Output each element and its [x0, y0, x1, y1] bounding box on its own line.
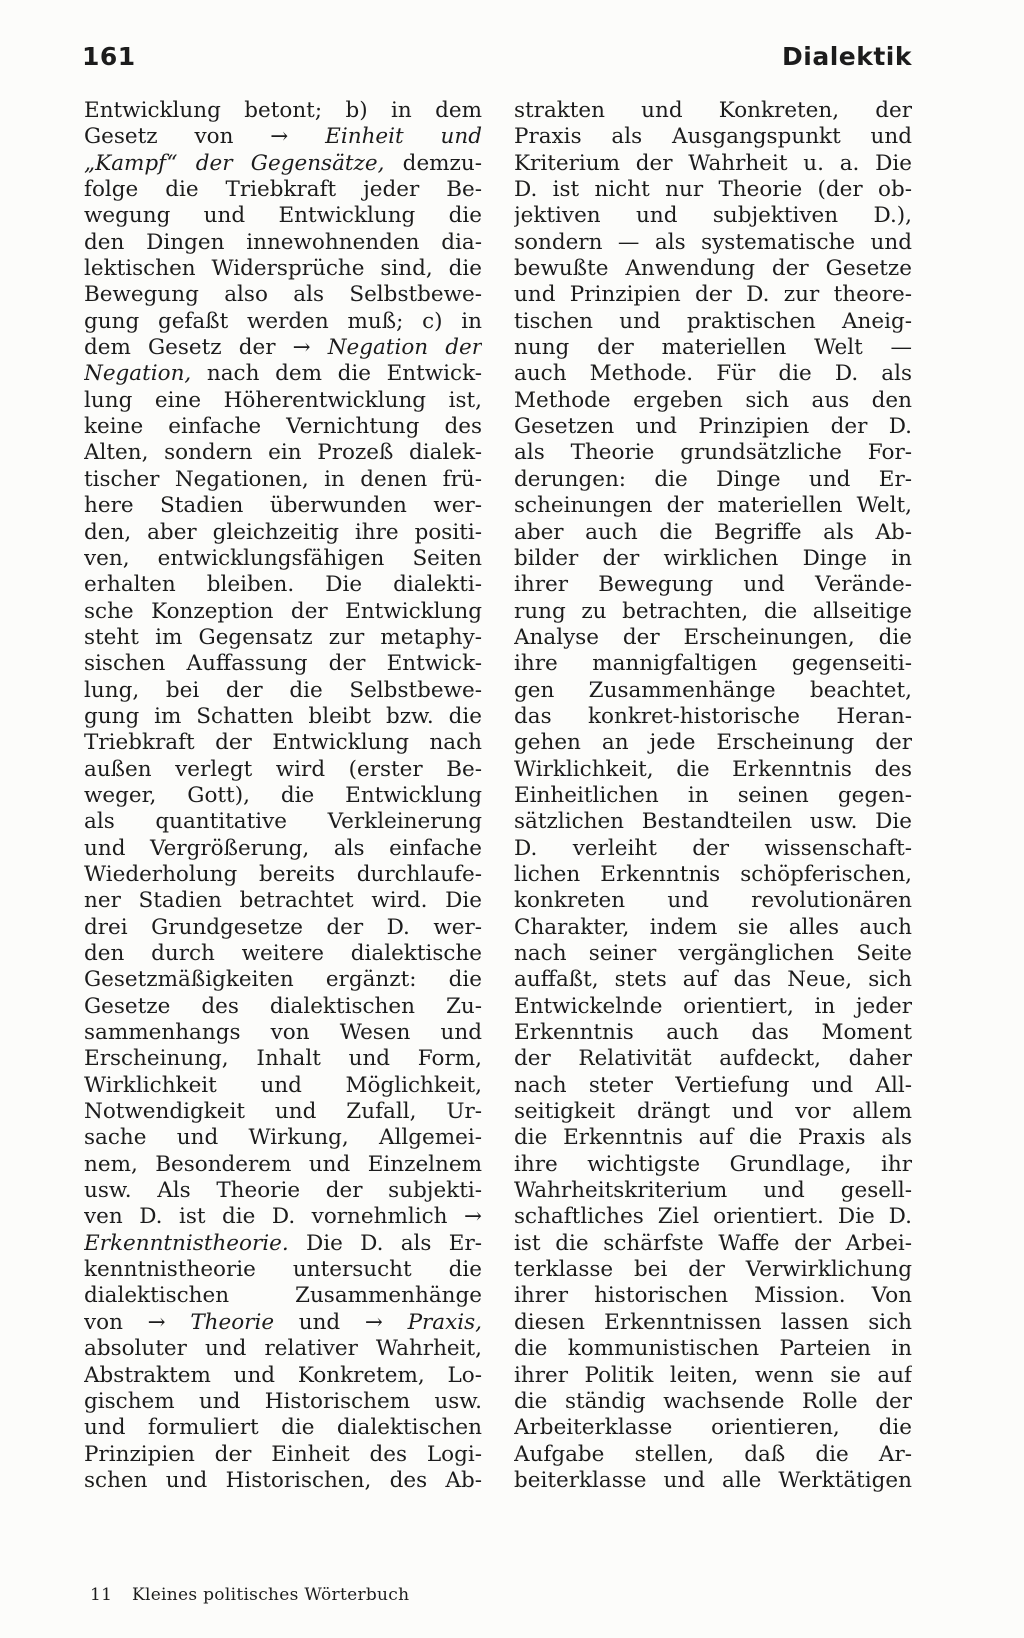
- text-line: [514, 1152, 912, 1178]
- text-line: [84, 1073, 482, 1099]
- text-run: gen Zusammenhänge beachtet,: [514, 677, 912, 703]
- text-run: nach dem die Entwick-: [191, 361, 482, 387]
- text-line: [84, 1099, 482, 1125]
- text-line: [514, 546, 912, 572]
- text-run: diesen Erkenntnissen lassen sich: [514, 1309, 912, 1335]
- text-line: [514, 1046, 912, 1072]
- text-run: derungen: die Dinge und Er-: [514, 466, 912, 492]
- text-run: Erkenntnis auch das Moment: [514, 1020, 912, 1046]
- text-run: sche Konzeption der Entwicklung: [84, 598, 482, 624]
- text-run: Abstraktem und Konkretem, Lo-: [84, 1362, 482, 1388]
- text-run: als Theorie grundsätzliche For-: [514, 440, 912, 466]
- text-run: den, aber gleichzeitig ihre positi-: [84, 519, 482, 545]
- text-run: rung zu betrachten, die allseitige: [514, 598, 912, 624]
- text-line: [514, 335, 912, 361]
- text-line: [84, 1468, 482, 1494]
- text-line: [84, 1020, 482, 1046]
- text-run: lektischen Widersprüche sind, die: [84, 256, 482, 282]
- text-run: Notwendigkeit und Zufall, Ur-: [84, 1099, 482, 1125]
- text-line: [84, 309, 482, 335]
- text-line: [84, 1310, 482, 1336]
- text-run: außen verlegt wird (erster Be-: [84, 756, 482, 782]
- text-line: [84, 1257, 482, 1283]
- text-run: sammenhangs von Wesen und: [84, 1020, 482, 1046]
- text-run: und Prinzipien der D. zur theore-: [514, 282, 912, 308]
- text-line: [514, 177, 912, 203]
- text-line: [514, 414, 912, 440]
- text-run: ihrer Politik leiten, wenn sie auf: [514, 1362, 912, 1388]
- italic-term: Negation,: [84, 361, 192, 387]
- text-line: [84, 1389, 482, 1415]
- text-run: Analyse der Erscheinungen, die: [514, 624, 912, 650]
- text-line: [84, 572, 482, 598]
- text-line: [514, 1073, 912, 1099]
- text-run: ist die schärfste Waffe der Arbei-: [514, 1230, 912, 1256]
- text-run: Entwickelnde orientiert, in jeder: [514, 993, 912, 1019]
- text-line: [84, 388, 482, 414]
- text-line: [84, 967, 482, 993]
- text-line: [84, 124, 482, 150]
- text-run: ven, entwicklungsfähigen Seiten: [84, 545, 482, 571]
- text-run: das konkret-historische Heran-: [514, 703, 912, 729]
- text-line: [84, 888, 482, 914]
- text-run: usw. Als Theorie der subjekti-: [84, 1178, 482, 1204]
- text-run: Erscheinung, Inhalt und Form,: [84, 1046, 482, 1072]
- text-line: [514, 967, 912, 993]
- text-run: dialektischen Zusammenhänge: [84, 1283, 482, 1309]
- signature-number: 11: [90, 1585, 113, 1605]
- text-line: [84, 203, 482, 229]
- text-line: [514, 862, 912, 888]
- text-line: [84, 546, 482, 572]
- text-run: Gesetzmäßigkeiten ergänzt: die: [84, 967, 482, 993]
- text-line: [514, 730, 912, 756]
- right-text-column: [514, 98, 912, 1494]
- text-line: [514, 809, 912, 835]
- text-run: Einheitlichen in seinen gegen-: [514, 782, 912, 808]
- text-run: jektiven und subjektiven D.),: [514, 203, 912, 229]
- text-run: den durch weitere dialektische: [84, 941, 482, 966]
- text-line: [514, 757, 912, 783]
- text-line: [84, 1363, 482, 1389]
- text-line: [514, 888, 912, 914]
- text-line: [84, 915, 482, 941]
- text-line: [84, 98, 482, 124]
- text-run: seitigkeit drängt und vor allem: [514, 1099, 912, 1125]
- text-line: [84, 177, 482, 203]
- text-line: [84, 1046, 482, 1072]
- text-run: und Vergrößerung, als einfache: [84, 835, 482, 861]
- text-run: Die D. als Er-: [288, 1230, 482, 1256]
- text-line: [84, 282, 482, 308]
- text-line: [84, 599, 482, 625]
- text-line: [514, 1310, 912, 1336]
- text-run: Wirklichkeit und Möglichkeit,: [84, 1072, 482, 1098]
- book-title: Kleines politisches Wörterbuch: [131, 1585, 410, 1605]
- text-line: [84, 230, 482, 256]
- text-run: sätzlichen Bestandteilen usw. Die: [514, 809, 912, 835]
- text-line: [84, 1125, 482, 1151]
- text-line: [84, 1152, 482, 1178]
- text-line: [514, 1415, 912, 1441]
- text-run: lichen Erkenntnis schöpferischen,: [514, 861, 912, 887]
- text-line: [514, 440, 912, 466]
- text-line: [514, 1283, 912, 1309]
- text-line: [84, 414, 482, 440]
- text-run: gehen an jede Erscheinung der: [514, 730, 912, 756]
- text-run: Charakter, indem sie alles auch: [514, 914, 912, 940]
- running-head: Dialektik: [782, 42, 912, 71]
- text-run: Kriterium der Wahrheit u. a. Die: [514, 150, 912, 176]
- text-run: Praxis als Ausgangspunkt und: [514, 124, 912, 150]
- text-line: [514, 309, 912, 335]
- text-line: [84, 783, 482, 809]
- text-line: [514, 124, 912, 150]
- text-run: gung im Schatten bleibt bzw. die: [84, 703, 482, 729]
- text-run: folge die Triebkraft jeder Be-: [84, 177, 482, 203]
- text-run: ihrer Bewegung und Verände-: [514, 572, 912, 598]
- text-line: [84, 1336, 482, 1362]
- text-run: steht im Gegensatz zur metaphy-: [84, 624, 482, 650]
- text-line: [84, 836, 482, 862]
- text-line: [84, 678, 482, 704]
- text-run: Prinzipien der Einheit des Logi-: [84, 1441, 482, 1467]
- text-line: [84, 862, 482, 888]
- text-run: gung gefaßt werden muß; c) in: [84, 308, 482, 334]
- text-line: [514, 1257, 912, 1283]
- text-line: [84, 1178, 482, 1204]
- text-line: [514, 1020, 912, 1046]
- text-line: [84, 1283, 482, 1309]
- text-run: sache und Wirkung, Allgemei-: [84, 1125, 482, 1151]
- text-run: bilder der wirklichen Dinge in: [514, 545, 912, 571]
- text-line: [84, 151, 482, 177]
- text-line: [514, 994, 912, 1020]
- text-line: [514, 1178, 912, 1204]
- text-run: Aufgabe stellen, daß die Ar-: [514, 1441, 912, 1467]
- text-run: schen und Historischen, des Ab-: [84, 1467, 482, 1493]
- text-line: [514, 678, 912, 704]
- text-run: ven D. ist die D. vornehmlich →: [84, 1204, 482, 1230]
- text-run: Methode ergeben sich aus den: [514, 387, 912, 413]
- text-line: [84, 730, 482, 756]
- text-run: D. ist nicht nur Theorie (der ob-: [514, 177, 912, 203]
- text-line: [514, 1442, 912, 1468]
- text-run: konkreten und revolutionären: [514, 888, 912, 914]
- text-line: [514, 230, 912, 256]
- text-line: [84, 361, 482, 387]
- text-line: [514, 915, 912, 941]
- text-run: nung der materiellen Welt —: [514, 335, 912, 361]
- text-run: von →: [84, 1309, 191, 1335]
- text-run: scheinungen der materiellen Welt,: [514, 493, 912, 519]
- italic-term: Einheit und: [325, 124, 482, 150]
- text-line: [514, 941, 912, 967]
- text-run: auch Methode. Für die D. als: [514, 361, 912, 387]
- text-run: tischer Negationen, in denen frü-: [84, 466, 482, 492]
- text-line: [84, 520, 482, 546]
- text-line: [84, 335, 482, 361]
- text-line: [514, 1389, 912, 1415]
- text-line: [514, 1099, 912, 1125]
- text-run: die ständig wachsende Rolle der: [514, 1388, 912, 1414]
- italic-term: Erkenntnistheorie.: [84, 1230, 289, 1256]
- text-run: Bewegung also als Selbstbewe-: [84, 282, 482, 308]
- text-line: [514, 1336, 912, 1362]
- text-line: [514, 98, 912, 124]
- text-run: Gesetz von →: [84, 124, 326, 150]
- text-line: [514, 361, 912, 387]
- text-line: [84, 1415, 482, 1441]
- text-run: D. verleiht der wissenschaft-: [514, 835, 912, 861]
- text-line: [84, 1231, 482, 1257]
- text-line: [84, 625, 482, 651]
- text-run: absoluter und relativer Wahrheit,: [84, 1336, 482, 1362]
- text-line: [514, 1204, 912, 1230]
- text-line: [84, 1442, 482, 1468]
- italic-term: Praxis,: [407, 1309, 482, 1335]
- text-run: die Erkenntnis auf die Praxis als: [514, 1125, 912, 1151]
- text-run: demzu-: [384, 150, 482, 176]
- text-run: der Relativität aufdeckt, daher: [514, 1046, 912, 1072]
- text-line: [514, 783, 912, 809]
- text-run: auffaßt, stets auf das Neue, sich: [514, 967, 912, 993]
- text-line: [514, 1231, 912, 1257]
- page-footer: [90, 1585, 409, 1605]
- text-run: Wahrheitskriterium und gesell-: [514, 1178, 912, 1204]
- text-line: [514, 625, 912, 651]
- text-line: [514, 467, 912, 493]
- text-run: terklasse bei der Verwirklichung: [514, 1257, 912, 1283]
- text-run: dem Gesetz der →: [84, 335, 328, 361]
- text-run: sischen Auffassung der Entwick-: [84, 651, 482, 677]
- text-run: ihrer historischen Mission. Von: [514, 1283, 912, 1309]
- text-run: kenntnistheorie untersucht die: [84, 1257, 482, 1283]
- text-line: [514, 203, 912, 229]
- text-line: [514, 1363, 912, 1389]
- text-line: [514, 836, 912, 862]
- text-run: ner Stadien betrachtet wird. Die: [84, 888, 482, 914]
- page-number: 161: [82, 42, 136, 71]
- text-run: drei Grundgesetze der D. wer-: [84, 914, 482, 940]
- text-run: Wiederholung bereits durchlaufe-: [84, 861, 482, 887]
- text-line: [514, 651, 912, 677]
- text-line: [84, 757, 482, 783]
- text-run: Arbeiterklasse orientieren, die: [514, 1415, 912, 1441]
- text-run: und →: [274, 1309, 408, 1335]
- text-line: [84, 941, 482, 967]
- text-line: [514, 572, 912, 598]
- text-run: beiterklasse und alle Werktätigen: [514, 1467, 912, 1493]
- text-run: erhalten bleiben. Die dialekti-: [84, 572, 482, 598]
- text-line: [514, 388, 912, 414]
- text-line: [514, 704, 912, 730]
- text-run: sondern — als systematische und: [514, 229, 912, 255]
- text-line: [514, 282, 912, 308]
- text-run: tischen und praktischen Aneig-: [514, 308, 912, 334]
- text-run: wegung und Entwicklung die: [84, 203, 482, 229]
- text-line: [514, 520, 912, 546]
- text-line: [84, 994, 482, 1020]
- text-run: nach seiner vergänglichen Seite: [514, 941, 912, 966]
- text-run: Wirklichkeit, die Erkenntnis des: [514, 756, 912, 782]
- text-run: lung eine Höherentwicklung ist,: [84, 387, 482, 413]
- text-run: Alten, sondern ein Prozeß dialek-: [84, 440, 482, 466]
- text-run: bewußte Anwendung der Gesetze: [514, 256, 912, 282]
- text-run: Triebkraft der Entwicklung nach: [84, 730, 482, 756]
- text-line: [514, 151, 912, 177]
- italic-term: Negation der: [327, 335, 482, 361]
- text-run: als quantitative Verkleinerung: [84, 809, 482, 835]
- text-run: here Stadien überwunden wer-: [84, 493, 482, 519]
- text-line: [514, 1125, 912, 1151]
- text-run: lung, bei der die Selbstbewe-: [84, 677, 482, 703]
- italic-term: „Kampf“ der Gegensätze,: [84, 150, 385, 176]
- text-line: [514, 493, 912, 519]
- text-line: [84, 440, 482, 466]
- text-line: [84, 493, 482, 519]
- text-run: schaftliches Ziel orientiert. Die D.: [514, 1204, 912, 1230]
- text-line: [84, 256, 482, 282]
- text-run: ihre wichtigste Grundlage, ihr: [514, 1151, 912, 1177]
- text-line: [514, 1468, 912, 1494]
- text-run: den Dingen innewohnenden dia-: [84, 229, 482, 255]
- left-text-column: [84, 98, 482, 1494]
- text-run: nach steter Vertiefung und All-: [514, 1072, 912, 1098]
- text-run: nem, Besonderem und Einzelnem: [84, 1151, 482, 1177]
- text-run: Gesetzen und Prinzipien der D.: [514, 414, 912, 440]
- text-line: [84, 467, 482, 493]
- text-line: [84, 809, 482, 835]
- text-run: die kommunistischen Parteien in: [514, 1336, 912, 1362]
- text-run: strakten und Konkreten, der: [514, 98, 912, 123]
- text-run: aber auch die Begriffe als Ab-: [514, 519, 912, 545]
- text-run: gischem und Historischem usw.: [84, 1388, 482, 1414]
- text-run: Entwicklung betont; b) in dem: [84, 98, 482, 123]
- italic-term: Theorie: [190, 1309, 275, 1335]
- text-line: [514, 599, 912, 625]
- text-run: weger, Gott), die Entwicklung: [84, 782, 482, 808]
- text-line: [84, 651, 482, 677]
- text-run: und formuliert die dialektischen: [84, 1415, 482, 1441]
- text-line: [514, 256, 912, 282]
- text-line: [84, 1204, 482, 1230]
- text-run: Gesetze des dialektischen Zu-: [84, 993, 482, 1019]
- text-line: [84, 704, 482, 730]
- text-run: keine einfache Vernichtung des: [84, 414, 482, 440]
- text-run: ihre mannigfaltigen gegenseiti-: [514, 651, 912, 677]
